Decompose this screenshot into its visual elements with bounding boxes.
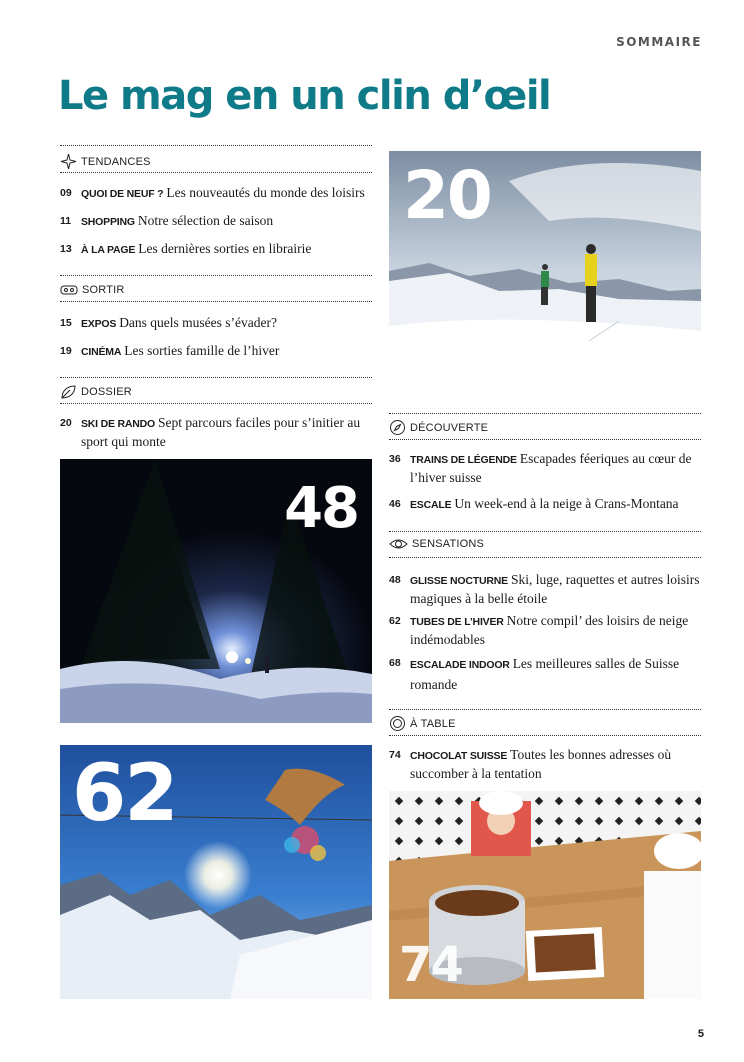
page-number: 15	[60, 317, 72, 329]
divider	[389, 709, 701, 710]
page-number: 62	[389, 615, 401, 627]
photo-page-number: 20	[403, 157, 491, 234]
divider	[389, 557, 701, 558]
entry-text: Les meilleures salles de Suisse romande	[410, 656, 680, 692]
divider	[60, 145, 372, 146]
entry-keyword: SKI DE RANDO	[81, 418, 156, 430]
divider	[389, 735, 701, 736]
entry-text: Escapades féeriques au cœur de l’hiver suisse	[410, 451, 692, 485]
divider	[60, 301, 372, 302]
entry-text: Dans quels musées s’évader?	[119, 315, 278, 330]
entry-text: Ski, luge, raquettes et autres loisirs magiques à la belle étoile	[410, 572, 700, 606]
section-label: SOMMAIRE	[616, 35, 702, 49]
section-header-atable	[389, 715, 456, 732]
entry-keyword: TRAINS DE LÉGENDE	[410, 454, 517, 466]
divider	[389, 413, 701, 414]
divider	[389, 439, 701, 440]
entry-keyword: ESCALE	[410, 499, 452, 511]
page-number: 68	[389, 657, 401, 669]
section-label-atable: À TABLE	[410, 717, 456, 730]
page-number: 20	[60, 417, 72, 429]
photo-zipline	[60, 745, 372, 999]
photo-page-number: 62	[72, 749, 177, 839]
divider	[60, 172, 372, 173]
entry-keyword: QUOI DE NEUF ?	[81, 188, 164, 200]
page-number: 74	[389, 749, 401, 761]
entry-text: Toutes les bonnes adresses où succomber à la tentation	[410, 747, 672, 781]
leaf-icon	[60, 384, 77, 400]
page-number: 48	[389, 574, 401, 586]
divider	[60, 275, 372, 276]
divider	[60, 377, 372, 378]
page-number: 19	[60, 345, 72, 357]
plate-icon	[389, 715, 406, 732]
entry-keyword: ESCALADE INDOOR	[410, 659, 510, 671]
photo-page-number: 48	[284, 476, 358, 541]
page-number: 13	[60, 243, 72, 255]
entry-text: Les nouveautés du monde des loisirs	[166, 185, 365, 200]
page-number: 36	[389, 453, 401, 465]
entry-text: Un week-end à la neige à Crans-Montana	[454, 496, 679, 511]
section-header-dossier	[60, 384, 132, 400]
section-label-tendances: TENDANCES	[81, 155, 151, 168]
section-label-sortir: SORTIR	[82, 284, 125, 296]
entry-keyword: EXPOS	[81, 318, 117, 330]
photo-night-skiing	[60, 459, 372, 723]
entry-text: Sept parcours faciles pour s’initier au sport qui monte	[81, 415, 361, 449]
photo-page-number: 74	[399, 937, 462, 993]
entry-keyword: TUBES DE L’HIVER	[410, 616, 504, 628]
entry-text: Les sorties famille de l’hiver	[124, 343, 280, 358]
page-number-footer: 5	[697, 1028, 704, 1040]
photo-ski-touring	[389, 151, 701, 394]
entry-keyword: GLISSE NOCTURNE	[410, 575, 508, 587]
entry-text: Les dernières sorties en librairie	[138, 241, 312, 256]
photo-chocolate	[389, 791, 701, 999]
page-title: Le mag en un clin d’œil	[58, 73, 551, 119]
section-label-dossier: DOSSIER	[81, 386, 132, 398]
compass-icon	[389, 419, 406, 436]
entry-keyword: CHOCOLAT SUISSE	[410, 750, 508, 762]
entry-keyword: SHOPPING	[81, 216, 135, 228]
entry-text: Notre sélection de saison	[137, 213, 274, 228]
page-number: 09	[60, 187, 72, 199]
section-label-decouverte: DÉCOUVERTE	[410, 421, 489, 434]
section-header-sortir	[60, 283, 125, 297]
ticket-icon	[60, 283, 78, 297]
divider	[389, 531, 701, 532]
page-number: 46	[389, 498, 401, 510]
entry-text: Notre compil’ des loisirs de neige indémodables	[410, 613, 689, 647]
section-label-sensations: SENSATIONS	[412, 538, 485, 550]
divider	[60, 403, 372, 404]
section-header-sensations	[389, 537, 484, 551]
entry-keyword: CINÉMA	[81, 346, 122, 358]
section-header-tendances	[60, 153, 151, 170]
entry-keyword: À LA PAGE	[81, 244, 136, 256]
page-number: 11	[60, 215, 72, 227]
eye-icon	[389, 537, 408, 551]
sparkle-icon	[60, 153, 77, 170]
section-header-decouverte	[389, 419, 488, 436]
